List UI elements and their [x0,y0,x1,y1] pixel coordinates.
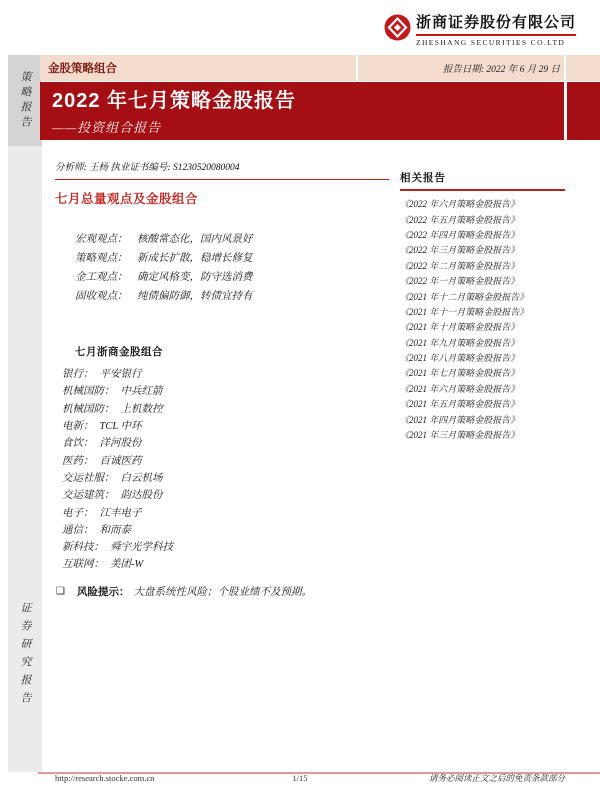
sector-label: 交运社服： [62,472,115,484]
view-label: 金工观点： [75,272,128,283]
related-report-link[interactable]: 《2022 年四月策略金股报告》 [400,229,520,240]
portfolio-row [62,503,173,520]
view-text: 新成长扩散，稳增长修复 [137,253,253,264]
view-text: 核酸常态化，国内风景好 [137,234,253,245]
view-label: 固收观点： [75,291,128,302]
portfolio-row [62,434,173,451]
risk-label: 风险提示： [76,586,130,598]
category-strip [40,55,600,81]
risk-text: 大盘系统性风险；个股业绩不及预期。 [133,587,312,598]
stock-name: 美团-W [110,559,144,571]
company-name [416,14,576,47]
related-report-link[interactable]: 《2022 年二月策略金股报告》 [400,260,520,271]
related-report-link[interactable]: 《2021 年七月策略金股报告》 [400,368,520,379]
related-reports-list [400,196,572,442]
category-label: 金股策略组合 [48,63,117,75]
portfolio-row [62,417,173,434]
related-report-link[interactable]: 《2021 年五月策略金股报告》 [400,399,520,410]
research-type-label: 证券研究报告 [19,602,31,710]
report-type-label: 策略报告 [19,70,31,131]
related-report-link[interactable]: 《2021 年十月策略金股报告》 [400,322,520,333]
view-row [75,267,253,286]
view-label: 宏观观点： [75,234,128,245]
portfolio-heading: 七月浙商金股组合 [75,346,163,358]
portfolio-row [62,451,173,468]
view-text: 纯债偏防御，转债宜持有 [137,291,253,302]
category-cell [40,55,358,81]
view-label: 策略观点： [75,253,128,264]
sector-label: 机械国防： [62,386,115,398]
research-type-box [8,602,42,772]
page-subtitle: ——投资组合报告 [52,120,162,135]
sector-label: 电新： [62,421,94,433]
related-report-link[interactable]: 《2021 年三月策略金股报告》 [400,430,520,441]
stock-name: TCL 中环 [99,421,142,433]
portfolio-row [62,400,173,417]
stock-name: 韵达股份 [120,490,163,502]
related-report-link[interactable]: 《2021 年九月策略金股报告》 [400,337,520,348]
research-site-link[interactable]: http://research.stocke.com.cn [55,773,155,783]
portfolio-row [62,486,173,503]
stock-name: 白云机场 [120,472,163,484]
strip-divider [564,55,566,81]
sector-label: 食饮： [62,438,94,450]
zheshang-knot-icon [384,14,411,46]
related-reports-rule [400,189,565,191]
portfolio-row [62,521,173,538]
view-row [75,248,253,267]
page-title: 2022 年七月策略金股报告 [52,90,297,112]
stock-name: 平安银行 [99,369,142,381]
portfolio-row [62,382,173,399]
sector-label: 医药： [62,455,94,467]
stock-name: 江丰电子 [99,507,142,519]
portfolio-row [62,365,173,382]
related-report-link[interactable]: 《2021 年十一月策略金股报告》 [400,306,529,317]
view-row [75,229,253,248]
disclaimer-note: 请务必阅读正文之后的免责条款部分 [428,773,565,783]
portfolio-list [62,365,173,573]
sector-label: 新科技： [62,542,104,554]
sector-label: 电子： [62,507,94,519]
title-band-right-strip [567,82,600,140]
stock-name: 和而泰 [99,524,131,536]
portfolio-row [62,538,173,555]
portfolio-row [62,555,173,572]
related-report-link[interactable]: 《2021 年六月策略金股报告》 [400,383,520,394]
stock-name: 上机数控 [120,403,163,415]
title-band [40,82,564,140]
stock-name: 百诚医药 [99,455,142,467]
report-date: 报告日期: 2022 年 6 月 29 日 [442,65,560,75]
sector-label: 机械国防： [62,403,115,415]
stock-name: 中兵红箭 [120,386,163,398]
section-heading: 七月总量观点及金股组合 [55,192,199,206]
company-name-cn: 浙商证券股份有限公司 [416,14,576,36]
view-text: 确定风格变，防守选消费 [137,272,253,283]
related-report-link[interactable]: 《2022 年五月策略金股报告》 [400,214,520,225]
sector-label: 互联网： [62,559,104,571]
sector-label: 银行： [62,369,94,381]
page-number: 1/15 [292,773,308,783]
company-logo [384,14,576,47]
company-name-en: ZHESHANG SECURITIES CO.LTD [416,38,566,47]
related-reports [400,170,572,442]
related-report-link[interactable]: 《2022 年六月策略金股报告》 [400,199,520,210]
related-report-link[interactable]: 《2021 年四月策略金股报告》 [400,414,520,425]
square-bullet-icon: ❑ [56,586,65,597]
related-report-link[interactable]: 《2021 年八月策略金股报告》 [400,353,520,364]
report-date-cell [358,55,600,81]
stock-name: 洋河股份 [99,438,142,450]
sector-label: 交运建筑： [62,490,115,502]
risk-row [56,584,312,599]
view-row [75,286,253,305]
sector-label: 通信： [62,524,94,536]
views-list [75,229,253,305]
related-reports-heading: 相关报告 [400,172,446,184]
related-report-link[interactable]: 《2021 年十二月策略金股报告》 [400,291,529,302]
portfolio-row [62,469,173,486]
analyst-line: 分析师: 王杨 执业证书编号: S1230520080004 [55,159,389,180]
report-type-box [8,55,42,146]
stock-name: 舜宇光学科技 [110,542,173,554]
related-report-link[interactable]: 《2022 年三月策略金股报告》 [400,245,520,256]
related-report-link[interactable]: 《2022 年一月策略金股报告》 [400,276,520,287]
